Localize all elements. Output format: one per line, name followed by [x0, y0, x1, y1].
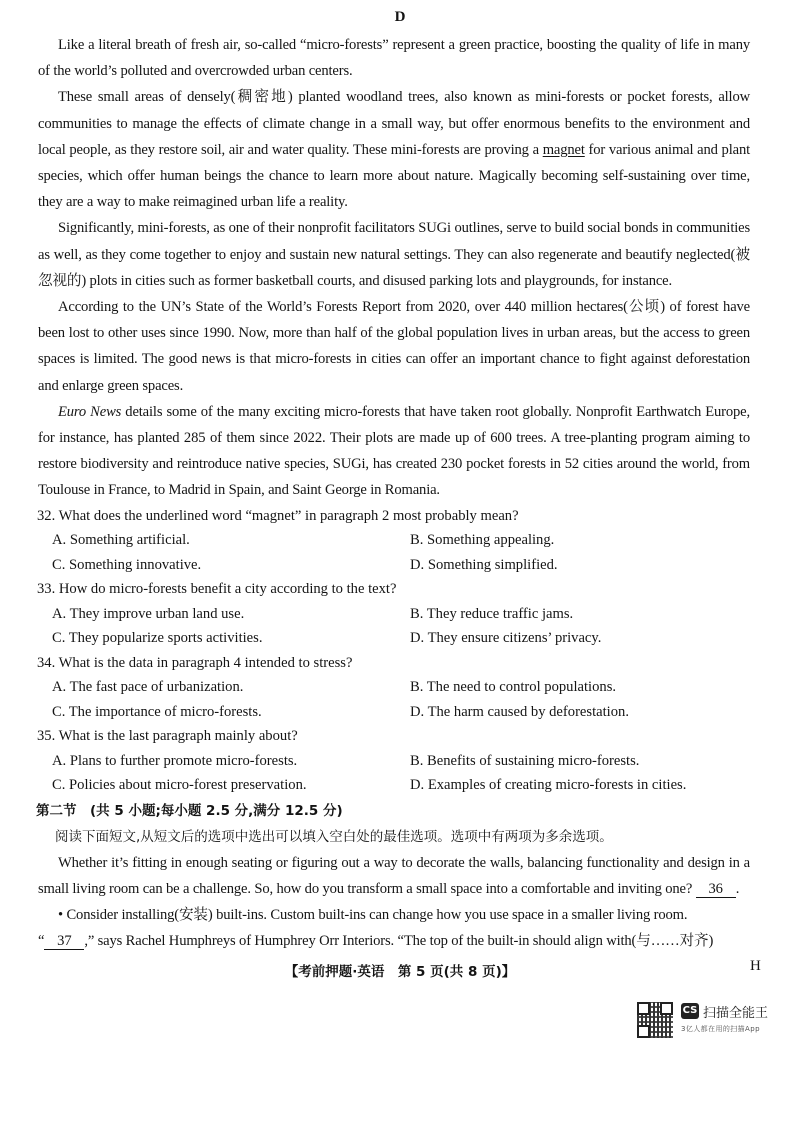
options-row-33-ab [0, 602, 800, 627]
scanner-slogan: 3亿人都在用的扫描App [681, 1025, 760, 1034]
qr-finder-top-left [637, 1002, 650, 1015]
underlined-word-magnet: magnet [542, 141, 585, 158]
footer-row [0, 958, 800, 984]
option-34-d[interactable]: D. The harm caused by deforestation. [410, 703, 629, 720]
paragraph-2-text-before: These small areas of densely(稠密地) planted woodland trees, also known as mini-forests or pocket forests, allow communities to manage the effects of climate change in a small way, but offer enormous benefits to the environment and local people, as they restore soil, air and water quality. These mini-forests are proving a [38, 89, 750, 158]
option-34-b[interactable]: B. The need to control populations. [410, 679, 617, 696]
option-33-b[interactable]: B. They reduce traffic jams. [410, 605, 574, 622]
options-row-32-ab [0, 528, 800, 553]
section-2-instruction: 阅读下面短文,从短文后的选项中选出可以填入空白处的最佳选项。选项中有两项为多余选项。 [55, 828, 613, 845]
camscanner-logo-icon: CS [681, 1003, 699, 1019]
option-32-d[interactable]: D. Something simplified. [410, 556, 558, 573]
option-35-c[interactable]: C. Policies about micro-forest preservation. [52, 777, 307, 794]
options-row-33-cd [0, 626, 800, 651]
question-34: 34. What is the data in paragraph 4 intended to stress? [37, 654, 353, 671]
option-33-d[interactable]: D. They ensure citizens’ privacy. [410, 630, 602, 647]
scanner-brand-name: 扫描全能王 [703, 1006, 769, 1022]
section-2-paragraph-1-end: . [735, 880, 740, 897]
passage-paragraph-3: Significantly, mini-forests, as one of their nonprofit facilitators SUGi outlines, serve to build social bonds in communities as well, as they come together to enjoy and sustain new natural settings. They can also regenerate and beautify neglected(被忽视的) plots in cities such as former basketball courts, and disused parking lots and playgrounds, for instance. [38, 220, 750, 289]
qr-finder-top-right [660, 1002, 673, 1015]
qr-code-icon [637, 1002, 673, 1038]
option-34-c[interactable]: C. The importance of micro-forests. [52, 703, 262, 720]
option-32-b[interactable]: B. Something appealing. [410, 532, 555, 549]
option-32-a[interactable]: A. Something artificial. [52, 532, 190, 549]
options-row-35-cd [0, 773, 800, 798]
section-2-paragraph-3 [38, 928, 750, 954]
options-row-34-ab [0, 675, 800, 700]
question-32: 32. What does the underlined word “magnet” in paragraph 2 most probably mean? [37, 507, 519, 524]
option-33-c[interactable]: C. They popularize sports activities. [52, 630, 263, 647]
euro-news-title: Euro News [58, 403, 122, 420]
scanner-watermark [637, 1000, 797, 1044]
passage-paragraph-5 [38, 399, 750, 504]
section-2-paragraph-1 [38, 850, 750, 902]
section-letter: D [394, 9, 406, 25]
option-33-a[interactable]: A. They improve urban land use. [52, 605, 245, 622]
passage-paragraph-1: Like a literal breath of fresh air, so-called “micro-forests” represent a green practice, boosting the quality of life in many of the world’s polluted and overcrowded urban centers. [38, 37, 750, 80]
blank-37[interactable]: 37 [44, 933, 84, 950]
question-35: 35. What is the last paragraph mainly about? [37, 728, 298, 745]
options-row-35-ab [0, 749, 800, 774]
option-35-a[interactable]: A. Plans to further promote micro-forests. [52, 752, 298, 769]
question-33: 33. How do micro-forests benefit a city according to the text? [37, 581, 397, 598]
section-2-paragraph-2: • Consider installing(安装) built-ins. Custom built-ins can change how you use space in a smaller living room. [58, 907, 688, 924]
page-footer: 【考前押题·英语 第 5 页(共 8 页)】 [284, 964, 516, 981]
paragraph-2-text-after: for various animal and plant species, which offer human beings the chance to learn more about nature. Magically becoming self-sustaining over time, they are a way to make reimagined urban life a reality. [38, 141, 750, 211]
qr-finder-bottom-left [637, 1025, 650, 1038]
open-quote: “ [38, 933, 45, 950]
options-row-32-cd [0, 553, 800, 578]
blank-36[interactable]: 36 [696, 881, 736, 898]
section-2-paragraph-3-text: ,” says Rachel Humphreys of Humphrey Orr Interiors. “The top of the built-in should align with(与……对齐) [84, 933, 714, 950]
option-34-a[interactable]: A. The fast pace of urbanization. [52, 679, 244, 696]
passage-paragraph-4: According to the UN’s State of the World’s Forests Report from 2020, over 440 million hectares(公顷) of forest have been lost to other uses since 1990. Now, more than half of the global population lives in urban areas, but the access to green spaces is limited. The good news is that micro-forests in cities can offer an important chance to fight against deforestation and enlarge green spaces. [38, 299, 750, 394]
option-35-b[interactable]: B. Benefits of sustaining micro-forests. [410, 752, 640, 769]
paragraph-5-text: details some of the many exciting micro-forests that have taken root globally. Nonprofit Earthwatch Europe, for instance, has planted 285 of them since 2022. Their plots are made up of 600 trees. A tree-planting program aiming to restore biodiversity and reintroduce native species, SUGi, has created 230 pocket forests in 52 cities around the world, from Toulouse in France, to Madrid in Spain, and Saint George in Romania. [38, 403, 750, 499]
section-2-paragraph-1-text: Whether it’s fitting in enough seating or figuring out a way to decorate the walls, balancing functionality and design in a small living room can be a challenge. So, how do you transform a small space into a comfortable and inviting one? [38, 854, 750, 897]
section-2-heading: 第二节 (共 5 小题;每小题 2.5 分,满分 12.5 分) [36, 802, 343, 819]
passage-paragraph-2 [38, 84, 750, 215]
options-row-34-cd [0, 700, 800, 725]
option-32-c[interactable]: C. Something innovative. [52, 556, 202, 573]
exam-version-letter: H [750, 958, 761, 975]
option-35-d[interactable]: D. Examples of creating micro-forests in cities. [410, 777, 687, 794]
